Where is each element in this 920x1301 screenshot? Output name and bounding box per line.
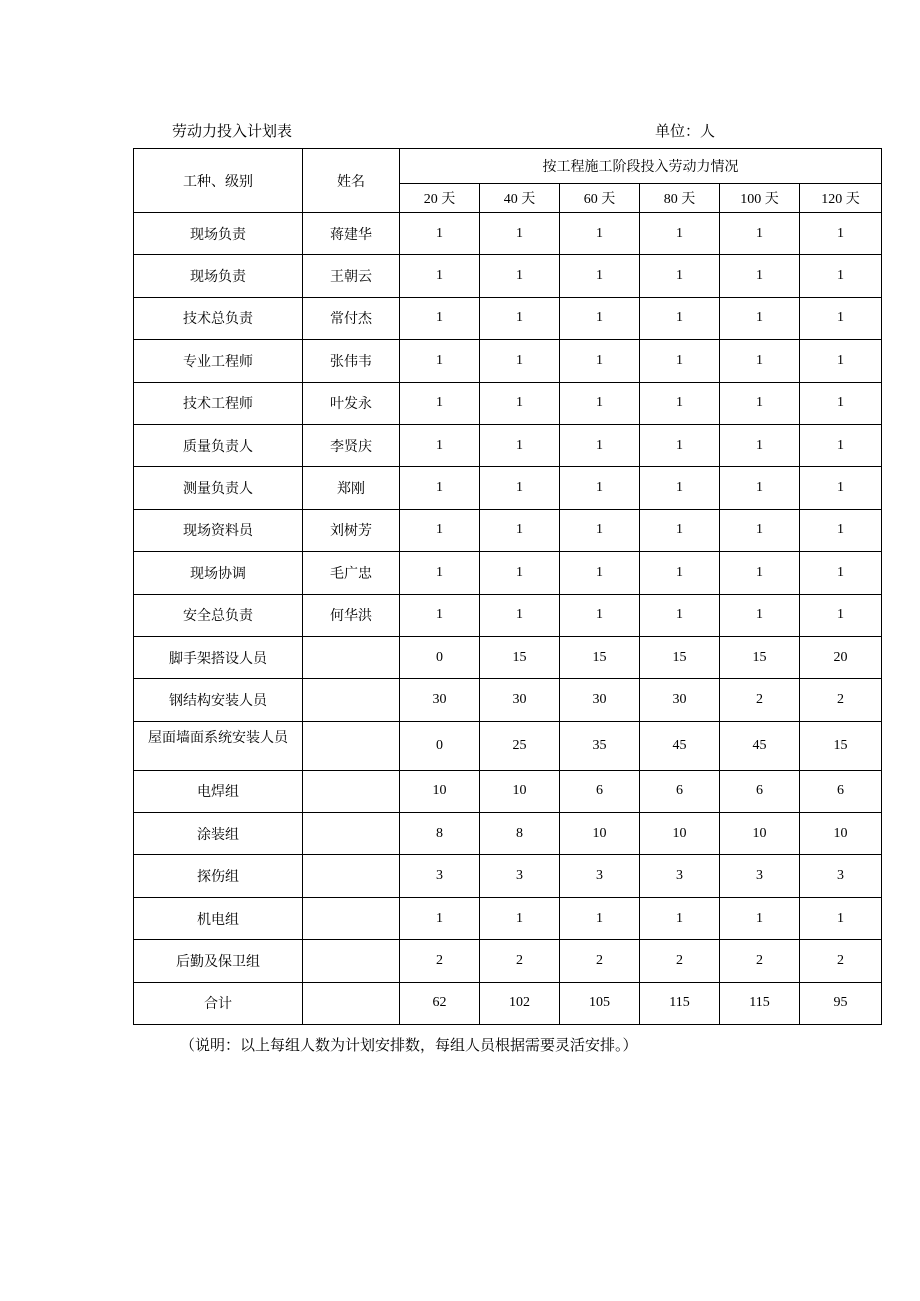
header-stage: 80 天 <box>640 184 720 213</box>
cell-value: 1 <box>400 297 480 339</box>
cell-type: 屋面墙面系统安装人员 <box>134 721 303 770</box>
cell-value: 1 <box>560 897 640 939</box>
cell-value: 1 <box>560 297 640 339</box>
cell-value: 25 <box>480 721 560 770</box>
cell-value: 0 <box>400 721 480 770</box>
cell-value: 1 <box>480 340 560 382</box>
cell-value: 6 <box>560 770 640 812</box>
cell-value: 1 <box>400 340 480 382</box>
cell-value: 6 <box>640 770 720 812</box>
cell-type: 现场负责 <box>134 213 303 255</box>
table-row <box>134 297 882 339</box>
cell-type: 钢结构安装人员 <box>134 679 303 721</box>
cell-name: 刘树芳 <box>303 509 400 551</box>
cell-value: 1 <box>480 213 560 255</box>
cell-value: 10 <box>560 813 640 855</box>
cell-value: 1 <box>720 594 800 636</box>
cell-value: 30 <box>560 679 640 721</box>
cell-name: 李贤庆 <box>303 424 400 466</box>
cell-value: 115 <box>640 982 720 1024</box>
cell-value: 62 <box>400 982 480 1024</box>
cell-type: 现场协调 <box>134 552 303 594</box>
cell-value: 3 <box>480 855 560 897</box>
cell-value: 45 <box>720 721 800 770</box>
cell-name <box>303 982 400 1024</box>
cell-value: 15 <box>640 636 720 678</box>
cell-value: 35 <box>560 721 640 770</box>
cell-value: 1 <box>640 382 720 424</box>
cell-value: 30 <box>400 679 480 721</box>
cell-value: 1 <box>560 382 640 424</box>
cell-value: 2 <box>720 940 800 982</box>
cell-value: 1 <box>640 594 720 636</box>
cell-value: 1 <box>400 213 480 255</box>
cell-type: 专业工程师 <box>134 340 303 382</box>
header-stage: 60 天 <box>560 184 640 213</box>
cell-value: 1 <box>800 897 882 939</box>
cell-value: 1 <box>720 255 800 297</box>
cell-value: 1 <box>800 509 882 551</box>
cell-value: 1 <box>800 467 882 509</box>
cell-value: 1 <box>400 552 480 594</box>
cell-name: 蒋建华 <box>303 213 400 255</box>
cell-type: 测量负责人 <box>134 467 303 509</box>
cell-value: 1 <box>800 552 882 594</box>
cell-name: 郑刚 <box>303 467 400 509</box>
header-stage: 100 天 <box>720 184 800 213</box>
cell-value: 3 <box>640 855 720 897</box>
cell-value: 1 <box>480 509 560 551</box>
cell-name: 常付杰 <box>303 297 400 339</box>
cell-value: 15 <box>560 636 640 678</box>
header-stage: 40 天 <box>480 184 560 213</box>
cell-value: 1 <box>480 594 560 636</box>
cell-type: 质量负责人 <box>134 424 303 466</box>
cell-value: 1 <box>640 340 720 382</box>
table-row <box>134 679 882 721</box>
cell-value: 1 <box>480 467 560 509</box>
cell-value: 2 <box>720 679 800 721</box>
table-row <box>134 636 882 678</box>
cell-value: 1 <box>800 213 882 255</box>
cell-value: 6 <box>720 770 800 812</box>
cell-value: 1 <box>640 213 720 255</box>
cell-name: 张伟韦 <box>303 340 400 382</box>
cell-value: 1 <box>560 594 640 636</box>
cell-value: 1 <box>480 897 560 939</box>
cell-value: 1 <box>480 424 560 466</box>
cell-value: 1 <box>720 897 800 939</box>
cell-value: 45 <box>640 721 720 770</box>
cell-value: 1 <box>720 509 800 551</box>
unit-label: 单位：人 <box>655 122 716 140</box>
cell-value: 1 <box>800 424 882 466</box>
page-title: 劳动力投入计划表 <box>172 122 293 140</box>
cell-type: 机电组 <box>134 897 303 939</box>
cell-value: 15 <box>800 721 882 770</box>
cell-value: 1 <box>640 552 720 594</box>
cell-name <box>303 855 400 897</box>
table-row <box>134 594 882 636</box>
cell-value: 15 <box>720 636 800 678</box>
table-row <box>134 855 882 897</box>
cell-value: 2 <box>560 940 640 982</box>
cell-value: 1 <box>560 340 640 382</box>
cell-value: 8 <box>480 813 560 855</box>
cell-value: 1 <box>480 255 560 297</box>
cell-value: 10 <box>400 770 480 812</box>
cell-name <box>303 679 400 721</box>
cell-value: 1 <box>720 467 800 509</box>
table-row <box>134 467 882 509</box>
table-row <box>134 340 882 382</box>
cell-value: 105 <box>560 982 640 1024</box>
cell-value: 30 <box>480 679 560 721</box>
table-row <box>134 552 882 594</box>
header-name: 姓名 <box>303 149 400 213</box>
cell-value: 1 <box>400 467 480 509</box>
cell-value: 10 <box>720 813 800 855</box>
header-stage: 120 天 <box>800 184 882 213</box>
cell-value: 1 <box>640 297 720 339</box>
cell-value: 10 <box>480 770 560 812</box>
cell-value: 102 <box>480 982 560 1024</box>
cell-name <box>303 813 400 855</box>
cell-value: 3 <box>800 855 882 897</box>
cell-value: 1 <box>560 509 640 551</box>
cell-name <box>303 940 400 982</box>
cell-value: 1 <box>400 594 480 636</box>
cell-value: 1 <box>560 467 640 509</box>
cell-value: 1 <box>400 897 480 939</box>
header-type: 工种、级别 <box>134 149 303 213</box>
cell-value: 1 <box>720 382 800 424</box>
table-row <box>134 721 882 770</box>
cell-value: 1 <box>720 424 800 466</box>
cell-value: 1 <box>480 297 560 339</box>
cell-value: 10 <box>640 813 720 855</box>
table-row <box>134 382 882 424</box>
cell-value: 1 <box>560 552 640 594</box>
cell-name: 叶发永 <box>303 382 400 424</box>
cell-value: 1 <box>800 382 882 424</box>
cell-value: 2 <box>640 940 720 982</box>
cell-value: 3 <box>560 855 640 897</box>
cell-value: 1 <box>720 552 800 594</box>
cell-value: 1 <box>560 424 640 466</box>
cell-value: 1 <box>560 213 640 255</box>
table-row <box>134 813 882 855</box>
table-row <box>134 213 882 255</box>
header-row <box>134 149 882 184</box>
header-stage: 20 天 <box>400 184 480 213</box>
cell-name: 王朝云 <box>303 255 400 297</box>
cell-type: 脚手架搭设人员 <box>134 636 303 678</box>
cell-value: 1 <box>640 467 720 509</box>
cell-value: 2 <box>480 940 560 982</box>
header-group: 按工程施工阶段投入劳动力情况 <box>400 149 882 184</box>
cell-value: 1 <box>560 255 640 297</box>
table-row <box>134 770 882 812</box>
cell-type: 涂装组 <box>134 813 303 855</box>
cell-value: 30 <box>640 679 720 721</box>
cell-value: 8 <box>400 813 480 855</box>
cell-value: 1 <box>800 255 882 297</box>
cell-name <box>303 636 400 678</box>
note-text: （说明：以上每组人数为计划安排数，每组人员根据需要灵活安排。） <box>180 1036 638 1054</box>
cell-value: 2 <box>800 679 882 721</box>
cell-value: 1 <box>480 382 560 424</box>
cell-type: 合计 <box>134 982 303 1024</box>
labor-plan-table <box>133 148 882 1025</box>
cell-name: 何华洪 <box>303 594 400 636</box>
cell-value: 1 <box>400 509 480 551</box>
cell-value: 6 <box>800 770 882 812</box>
cell-name: 毛广忠 <box>303 552 400 594</box>
cell-value: 1 <box>720 297 800 339</box>
cell-type: 现场负责 <box>134 255 303 297</box>
cell-type: 探伤组 <box>134 855 303 897</box>
table-row <box>134 509 882 551</box>
cell-name <box>303 770 400 812</box>
cell-value: 1 <box>800 340 882 382</box>
cell-value: 95 <box>800 982 882 1024</box>
cell-value: 1 <box>640 897 720 939</box>
table-row <box>134 424 882 466</box>
cell-type: 现场资料员 <box>134 509 303 551</box>
table-row <box>134 255 882 297</box>
cell-name <box>303 897 400 939</box>
cell-value: 115 <box>720 982 800 1024</box>
cell-value: 2 <box>400 940 480 982</box>
table-row <box>134 897 882 939</box>
cell-value: 1 <box>640 424 720 466</box>
cell-value: 1 <box>400 255 480 297</box>
cell-value: 20 <box>800 636 882 678</box>
cell-type: 后勤及保卫组 <box>134 940 303 982</box>
cell-value: 3 <box>400 855 480 897</box>
cell-value: 1 <box>640 255 720 297</box>
cell-value: 1 <box>720 213 800 255</box>
cell-type: 技术工程师 <box>134 382 303 424</box>
cell-value: 2 <box>800 940 882 982</box>
cell-type: 技术总负责 <box>134 297 303 339</box>
cell-value: 1 <box>720 340 800 382</box>
cell-value: 1 <box>800 594 882 636</box>
cell-value: 1 <box>800 297 882 339</box>
cell-value: 1 <box>640 509 720 551</box>
cell-value: 1 <box>400 424 480 466</box>
cell-type: 安全总负责 <box>134 594 303 636</box>
cell-value: 1 <box>400 382 480 424</box>
cell-value: 10 <box>800 813 882 855</box>
cell-value: 15 <box>480 636 560 678</box>
cell-value: 1 <box>480 552 560 594</box>
cell-value: 3 <box>720 855 800 897</box>
cell-name <box>303 721 400 770</box>
table-row <box>134 940 882 982</box>
total-row <box>134 982 882 1024</box>
cell-type: 电焊组 <box>134 770 303 812</box>
cell-value: 0 <box>400 636 480 678</box>
